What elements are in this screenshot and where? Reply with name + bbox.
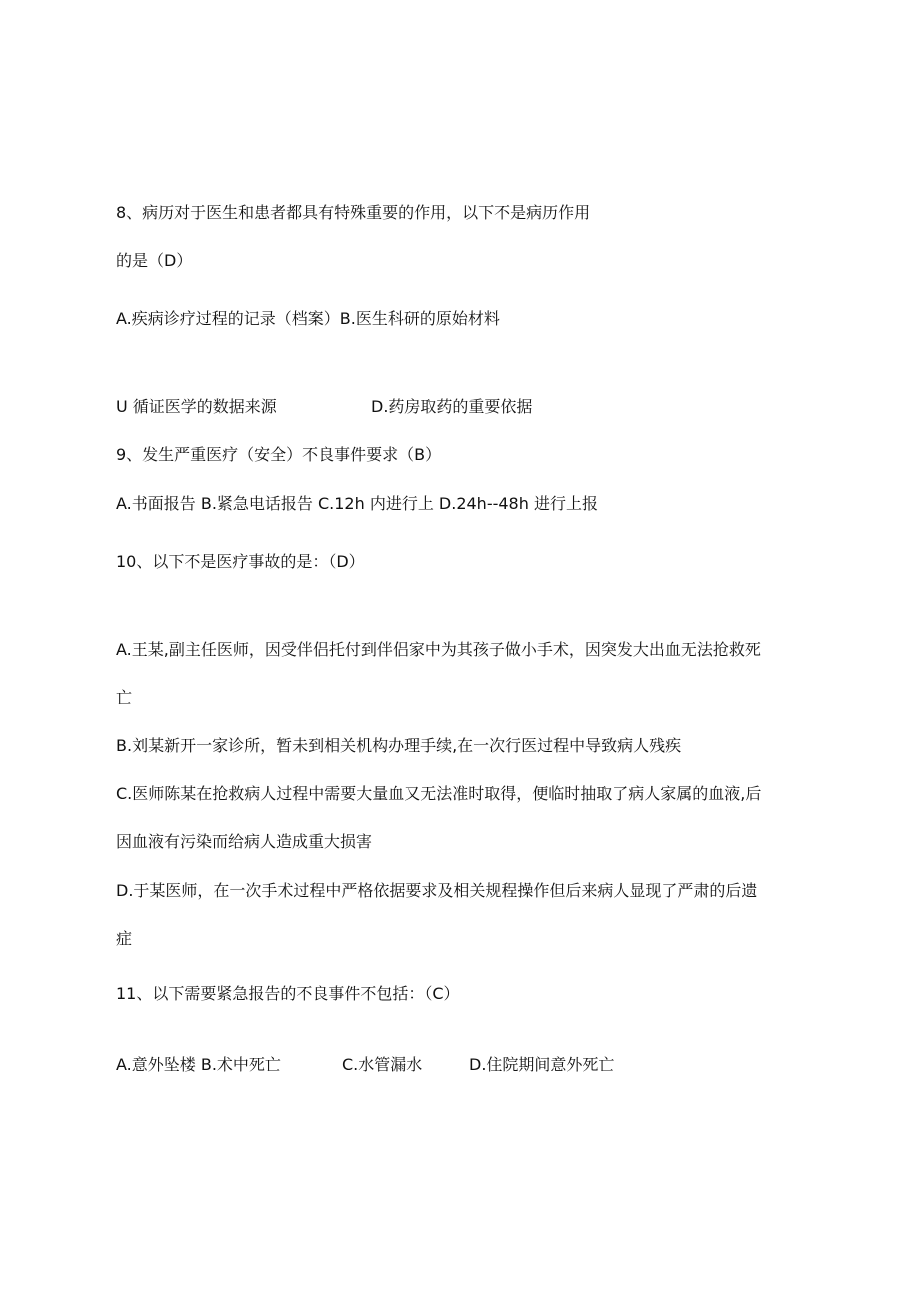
q10-option-a-line1: A.王某,副主任医师，因受伴侣托付到伴侣家中为其孩子做小手术，因突发大出血无法抢救死 [116, 640, 761, 659]
q8-stem-line2: 的是（D） [116, 251, 193, 270]
q8-stem-line1: 8、病历对于医生和患者都具有特殊重要的作用，以下不是病历作用 [116, 203, 591, 222]
q9-stem: 9、发生严重医疗（安全）不良事件要求（B） [116, 445, 442, 464]
q11-option-c: C.水管漏水 [342, 1055, 423, 1074]
q9-options: A.书面报告 B.紧急电话报告 C.12h 内进行上 D.24h--48h 进行上报 [116, 494, 598, 513]
q8-option-d: D.药房取药的重要依据 [371, 397, 533, 416]
q8-options-ab: A.疾病诊疗过程的记录（档案）B.医生科研的原始材料 [116, 309, 500, 328]
q8-option-c: U 循证医学的数据来源 [116, 397, 277, 416]
q11-stem: 11、以下需要紧急报告的不良事件不包括：（C） [116, 984, 460, 1003]
q10-option-b: B.刘某新开一家诊所，暂未到相关机构办理手续,在一次行医过程中导致病人残疾 [116, 736, 682, 755]
q10-stem: 10、以下不是医疗事故的是：（D） [116, 552, 365, 571]
q10-option-c-line1: C.医师陈某在抢救病人过程中需要大量血又无法准时取得，便临时抽取了病人家属的血液,后 [116, 784, 762, 803]
q10-option-c-line2: 因血液有污染而给病人造成重大损害 [116, 832, 373, 851]
q10-option-d-line2: 症 [116, 929, 133, 948]
q10-option-d-line1: D.于某医师，在一次手术过程中严格依据要求及相关规程操作但后来病人显现了严肃的后遗 [116, 881, 758, 900]
q11-option-d: D.住院期间意外死亡 [469, 1055, 615, 1074]
q10-option-a-line2: 亡 [116, 688, 133, 707]
q11-options-ab: A.意外坠楼 B.术中死亡 [116, 1055, 281, 1074]
